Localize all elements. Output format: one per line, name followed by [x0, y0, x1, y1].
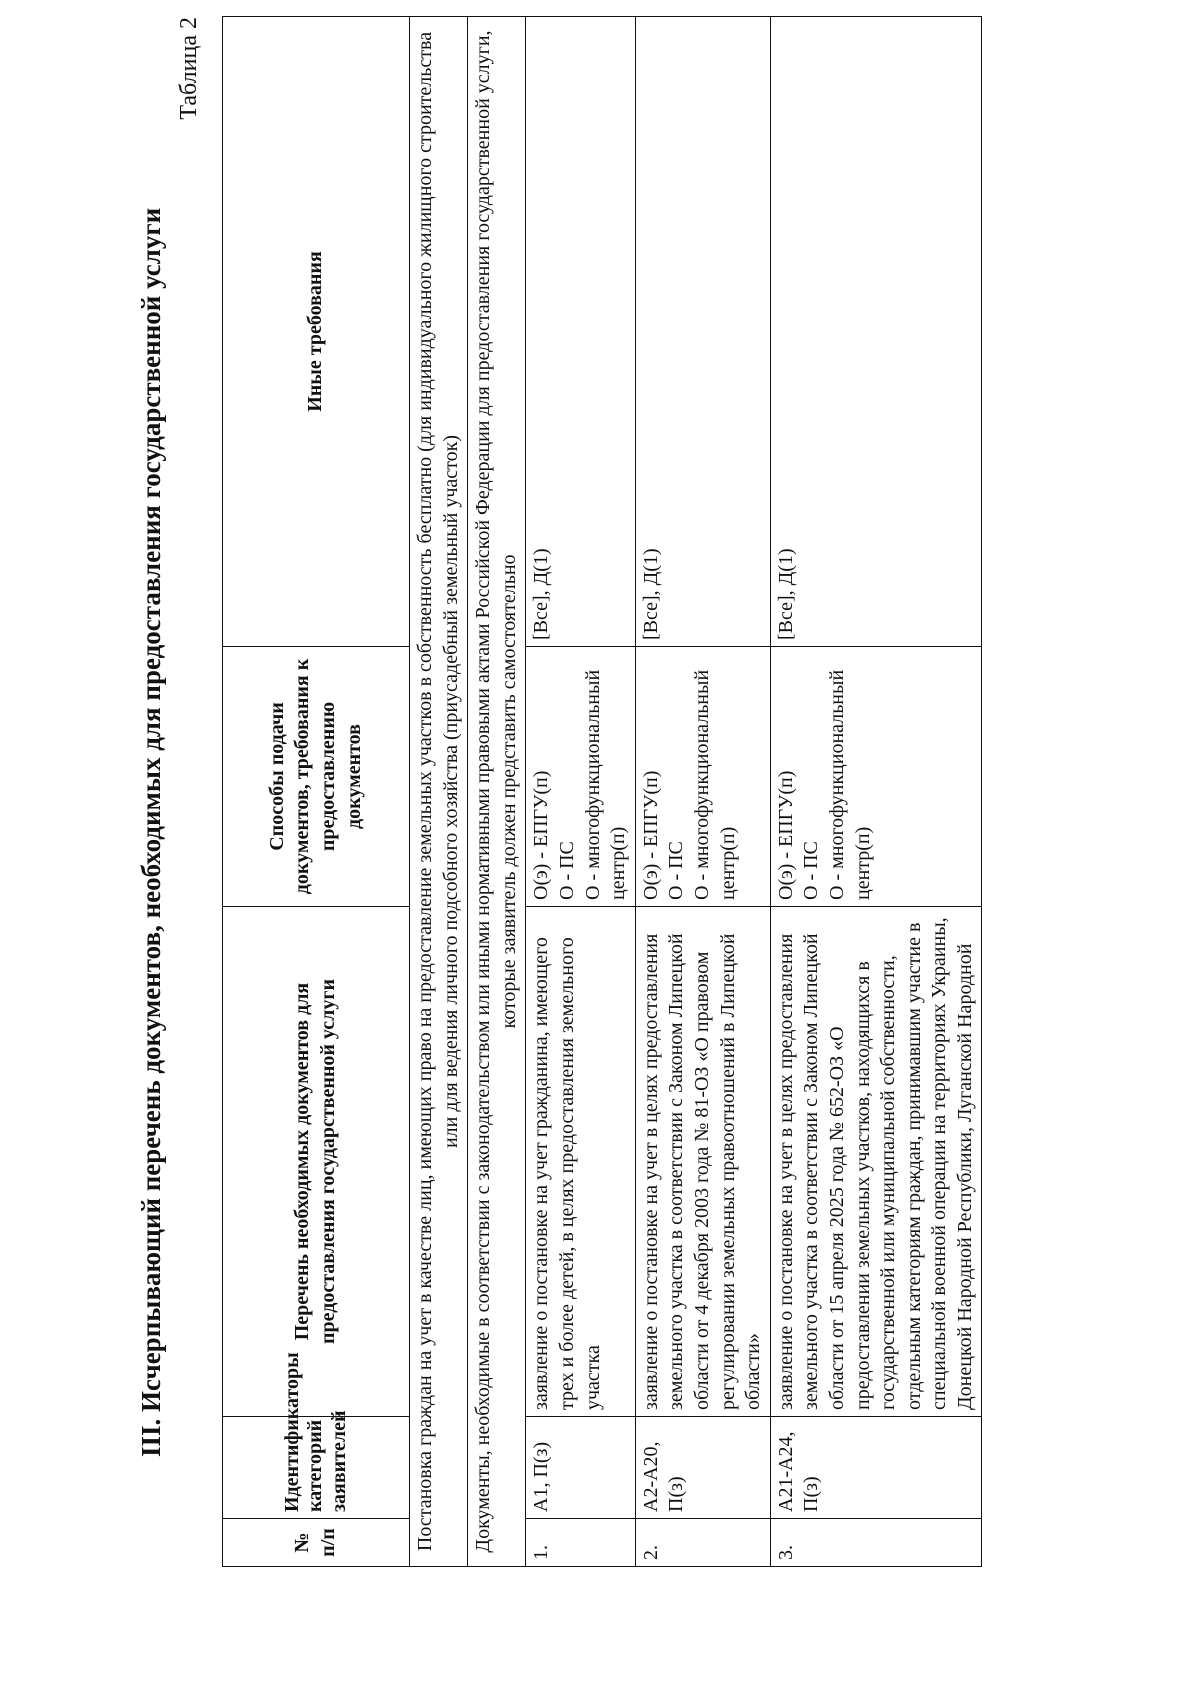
header-num: № п/п — [223, 1519, 410, 1567]
method-item: О(э) - ЕПГУ(п) — [530, 770, 553, 900]
row-ident: А21-А24, П(з) — [770, 1417, 982, 1519]
header-docs: Перечень необходимых документов для предоставления государственной услуги — [223, 907, 410, 1417]
method-item: О(э) - ЕПГУ(п) — [774, 770, 797, 900]
method-item: О - многофункциональный центр(п) — [690, 669, 739, 900]
table-label: Таблица 2 — [176, 17, 202, 120]
row-methods — [635, 647, 770, 907]
method-item: О - многофункциональный центр(п) — [581, 669, 630, 900]
row-num: 2. — [635, 1519, 770, 1567]
method-item: О - ПС — [555, 841, 578, 900]
section-title: Постановка граждан на учет в качестве лиц, имеющих право на предоставление земельных участков в собственность бесплатно (для индивидуального жилищного строительства или для ведения личного подсобного хозяйства (приусадебный земельный участок) — [410, 17, 468, 1567]
row-doc: заявление о постановке на учет в целях предоставления земельного участка в соответствии с Законом Липецкой области от 4 декабря 2003 года № 81-ОЗ «О правовом регулировании земельных правоотношений в Липецкой области» — [635, 907, 770, 1417]
header-other: Иные требования — [223, 17, 410, 647]
row-other: [Все], Д(1) — [770, 17, 982, 647]
row-methods — [526, 647, 635, 907]
subsection-row — [468, 17, 526, 1567]
row-other: [Все], Д(1) — [635, 17, 770, 647]
row-doc: заявление о постановке на учет в целях предоставления земельного участка в соответствии с Законом Липецкой области от 15 апреля 2025 года № 652-ОЗ «О предоставлении земельных участков, находящихся в государственной или муниципальной собственности, отдельным категориям граждан, принимавшим участие в специальной военной операции на территориях Украины, Донецкой Народной Республики, Луганской Народной — [770, 907, 982, 1417]
table-row — [770, 17, 982, 1567]
table-row — [526, 17, 635, 1567]
table-row — [635, 17, 770, 1567]
table-header-row — [223, 17, 410, 1567]
section-row — [410, 17, 468, 1567]
row-num: 3. — [770, 1519, 982, 1567]
row-other: [Все], Д(1) — [526, 17, 635, 647]
method-item: О - ПС — [800, 841, 823, 900]
method-item: О - ПС — [665, 841, 688, 900]
row-doc: заявление о постановке на учет гражданина, имеющего трех и более детей, в целях предоставления земельного участка — [526, 907, 635, 1417]
method-item: О - многофункциональный центр(п) — [825, 669, 874, 900]
header-methods: Способы подачи документов, требования к предоставлению документов — [223, 647, 410, 907]
method-item: О(э) - ЕПГУ(п) — [639, 770, 662, 900]
row-methods — [770, 647, 982, 907]
subsection-title: Документы, необходимые в соответствии с законодательством или иными нормативными правовыми актами Российской Федерации для предоставления государственной услуги, которые заявитель должен представить самостоятельно — [468, 17, 526, 1567]
row-num: 1. — [526, 1519, 635, 1567]
row-ident: А1, П(з) — [526, 1417, 635, 1519]
document-title: III. Исчерпывающий перечень документов, необходимых для предоставления государственной услуги — [136, 207, 166, 1457]
documents-table — [222, 16, 982, 1567]
row-ident: А2-А20, П(з) — [635, 1417, 770, 1519]
header-ident: Идентификаторы категорий заявителей — [223, 1417, 410, 1519]
